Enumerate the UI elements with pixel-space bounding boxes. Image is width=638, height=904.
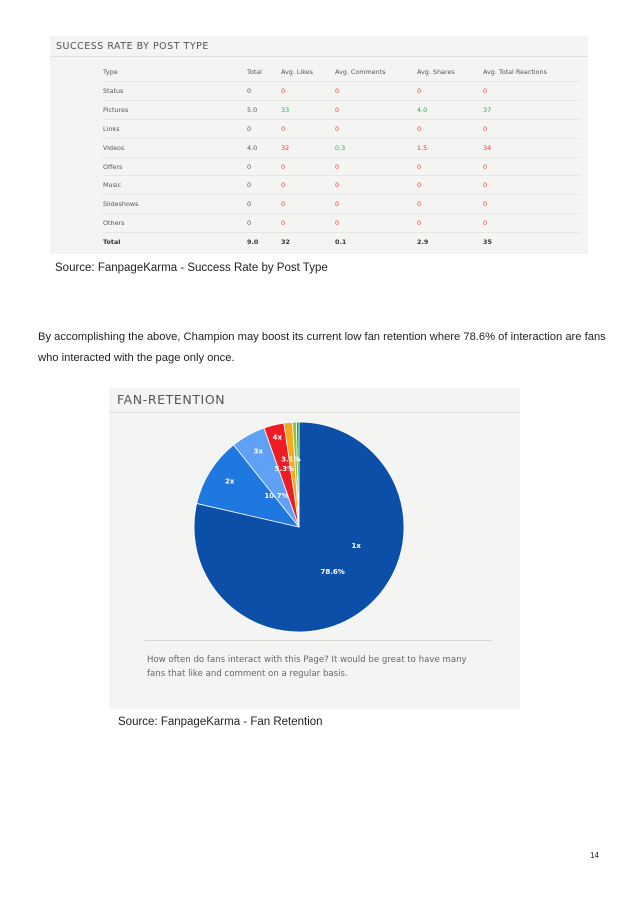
cell-total: 0 <box>247 214 281 233</box>
fan-retention-pie-chart <box>109 388 520 638</box>
success-rate-source: Source: FanpageKarma - Success Rate by Post Type <box>55 262 328 274</box>
page-number: 14 <box>590 851 599 860</box>
pie-label-4x: 4x <box>272 433 283 442</box>
caption-divider <box>145 640 492 641</box>
cell-avg-comments: 0.3 <box>335 138 417 157</box>
table-row <box>103 176 580 195</box>
cell-avg-likes: 0 <box>281 119 335 138</box>
table-row <box>103 119 580 138</box>
header-type: Type <box>103 62 247 82</box>
cell-avg-likes: 0 <box>281 195 335 214</box>
cell-avg-comments: 0 <box>335 176 417 195</box>
cell-type: Pictures <box>103 100 247 119</box>
cell-avg-likes: 0 <box>281 157 335 176</box>
header-total: Total <box>247 62 281 82</box>
header-avg-total-reactions: Avg. Total Reactions <box>483 62 580 82</box>
cell-type: Videos <box>103 138 247 157</box>
cell-avg-total-reactions: 37 <box>483 100 580 119</box>
fan-retention-panel <box>109 388 520 709</box>
cell-avg-comments: 0 <box>335 195 417 214</box>
cell-avg-shares: 1.5 <box>417 138 483 157</box>
cell-avg-shares: 0 <box>417 214 483 233</box>
cell-avg-likes: 0 <box>281 176 335 195</box>
pie-value-label-1x: 78.6% <box>320 567 345 576</box>
cell-avg-likes: 0 <box>281 214 335 233</box>
cell-total: 4.0 <box>247 138 281 157</box>
title-divider <box>50 56 588 57</box>
success-rate-title: SUCCESS RATE BY POST TYPE <box>56 41 209 52</box>
table-header-row <box>103 62 580 82</box>
cell-total: 5.0 <box>247 100 281 119</box>
cell-avg-total-reactions: 0 <box>483 176 580 195</box>
cell-avg-shares: 0 <box>417 195 483 214</box>
cell-avg-shares: 0 <box>417 176 483 195</box>
cell-total: 9.0 <box>247 238 259 247</box>
cell-avg-shares: 0 <box>417 82 483 101</box>
cell-avg-shares: 2.9 <box>417 238 429 247</box>
cell-avg-shares: 0 <box>417 157 483 176</box>
cell-avg-comments: 0 <box>335 119 417 138</box>
table-total-row <box>103 233 580 251</box>
cell-avg-comments: 0 <box>335 100 417 119</box>
cell-type: Offers <box>103 157 247 176</box>
cell-type: Slideshows <box>103 195 247 214</box>
cell-avg-shares: 0 <box>417 119 483 138</box>
cell-total: 0 <box>247 176 281 195</box>
table-row <box>103 157 580 176</box>
success-rate-panel <box>50 36 588 254</box>
cell-total: 0 <box>247 157 281 176</box>
cell-total: 0 <box>247 119 281 138</box>
cell-avg-total-reactions: 34 <box>483 138 580 157</box>
cell-type: Others <box>103 214 247 233</box>
cell-avg-total-reactions: 0 <box>483 214 580 233</box>
cell-avg-likes: 32 <box>281 138 335 157</box>
cell-avg-likes: 0 <box>281 82 335 101</box>
cell-avg-likes: 32 <box>281 238 290 247</box>
pie-label-1x: 1x <box>351 541 361 550</box>
cell-avg-total-reactions: 0 <box>483 195 580 214</box>
table-row <box>103 214 580 233</box>
header-avg-comments: Avg. Comments <box>335 62 417 82</box>
cell-total: 0 <box>247 195 281 214</box>
pie-value-label-3x: 5.3% <box>274 465 295 474</box>
cell-avg-total-reactions: 0 <box>483 119 580 138</box>
cell-type: Links <box>103 119 247 138</box>
pie-value-label-2x: 10.7% <box>264 491 289 500</box>
cell-avg-total-reactions: 0 <box>483 157 580 176</box>
pie-value-label-4x: 3.1% <box>281 455 301 464</box>
cell-avg-total-reactions: 35 <box>483 238 492 247</box>
table-row <box>103 100 580 119</box>
cell-avg-shares: 4.0 <box>417 100 483 119</box>
cell-avg-total-reactions: 0 <box>483 82 580 101</box>
cell-total: 0 <box>247 82 281 101</box>
fan-retention-source: Source: FanpageKarma - Fan Retention <box>118 716 323 728</box>
cell-avg-comments: 0 <box>335 82 417 101</box>
fan-retention-caption: How often do fans interact with this Page? It would be great to have many fans that like and comment on a regular basis. <box>147 655 467 679</box>
header-avg-shares: Avg. Shares <box>417 62 483 82</box>
cell-type: Total <box>103 238 121 247</box>
success-rate-table <box>103 62 580 251</box>
pie-label-3x: 3x <box>253 447 263 456</box>
cell-avg-comments: 0 <box>335 214 417 233</box>
table-row <box>103 138 580 157</box>
fan-retention-title: FAN-RETENTION <box>117 392 226 407</box>
pie-label-2x: 2x <box>225 477 235 486</box>
cell-type: Status <box>103 82 247 101</box>
cell-avg-comments: 0.1 <box>335 238 347 247</box>
table-row <box>103 82 580 101</box>
cell-type: Music <box>103 176 247 195</box>
body-paragraph: By accomplishing the above, Champion may boost its current low fan retention where 78.6% of interaction are fans who interacted with the page only once. <box>38 331 606 364</box>
cell-avg-comments: 0 <box>335 157 417 176</box>
cell-avg-likes: 33 <box>281 100 335 119</box>
header-avg-likes: Avg. Likes <box>281 62 335 82</box>
table-row <box>103 195 580 214</box>
